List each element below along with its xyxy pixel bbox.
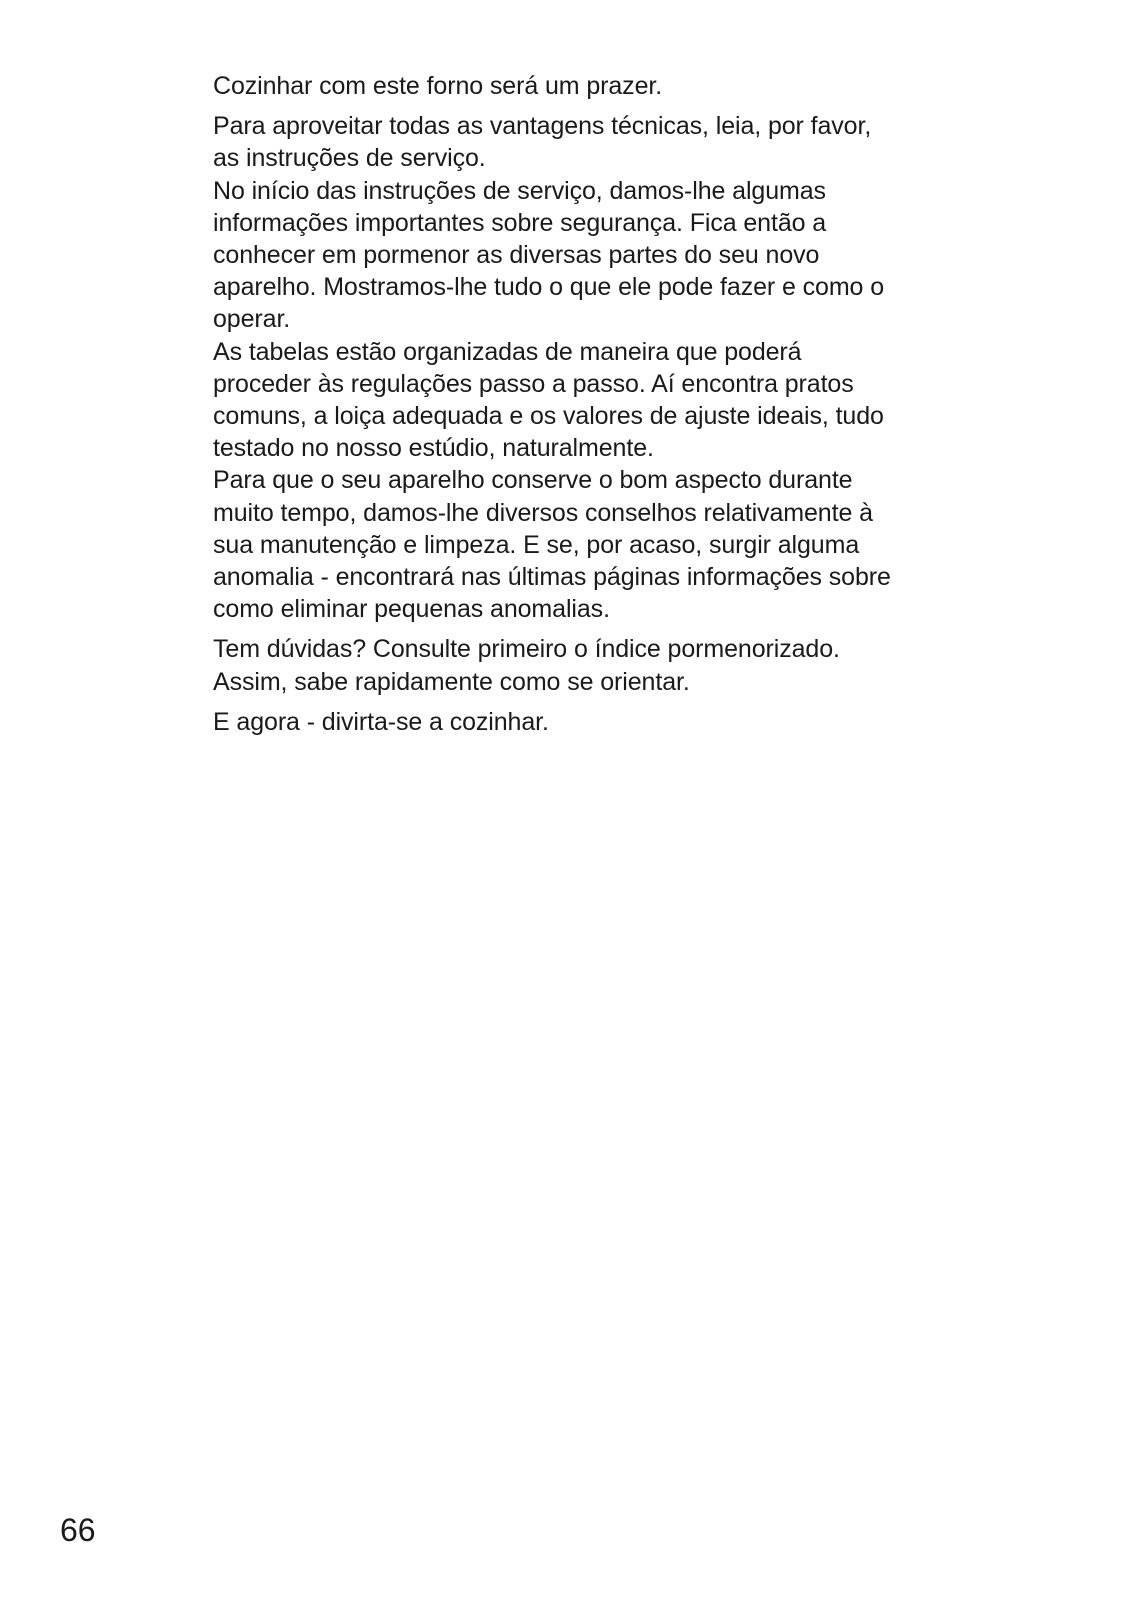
paragraph-questions (213, 633, 933, 697)
text-line: No início das instruções de serviço, damos-lhe algumas (213, 176, 826, 205)
paragraph-tables (213, 336, 933, 465)
text-line: operar. (213, 305, 291, 334)
page-number: 66 (60, 1512, 96, 1548)
text-line: conhecer em pormenor as diversas partes do seu novo (213, 241, 820, 270)
paragraph-advantages (213, 110, 933, 174)
paragraph-closing (213, 706, 933, 738)
text-line: sua manutenção e limpeza. E se, por acaso, surgir alguma (213, 530, 860, 559)
text-line: As tabelas estão organizadas de maneira que poderá (213, 337, 802, 366)
text-line: Para que o seu aparelho conserve o bom aspecto durante (213, 466, 853, 495)
text-line: muito tempo, damos-lhe diversos conselhos relativamente à (213, 498, 873, 527)
text-line: comuns, a loiça adequada e os valores de ajuste ideais, tudo (213, 402, 884, 431)
text-line: testado no nosso estúdio, naturalmente. (213, 434, 654, 463)
paragraph-maintenance (213, 464, 933, 625)
text-line: Cozinhar com este forno será um prazer. (213, 72, 663, 100)
text-line: anomalia - encontrará nas últimas páginas informações sobre (213, 563, 891, 592)
text-line: informações importantes sobre segurança. Fica então a (213, 208, 827, 237)
text-line: como eliminar pequenas anomalias. (213, 595, 610, 624)
text-line: E agora - divirta-se a cozinhar. (213, 707, 549, 736)
text-line: proceder às regulações passo a passo. Aí encontra pratos (213, 369, 854, 398)
body-text (213, 70, 933, 738)
text-line: Assim, sabe rapidamente como se orientar. (213, 667, 690, 696)
text-line: aparelho. Mostramos-lhe tudo o que ele pode fazer e como o (213, 273, 884, 302)
paragraph-intro (213, 70, 933, 102)
text-line: Tem dúvidas? Consulte primeiro o índice pormenorizado. (213, 635, 840, 664)
paragraph-safety (213, 175, 933, 336)
text-line: as instruções de serviço. (213, 144, 486, 173)
text-line: Para aproveitar todas as vantagens técnicas, leia, por favor, (213, 112, 872, 141)
